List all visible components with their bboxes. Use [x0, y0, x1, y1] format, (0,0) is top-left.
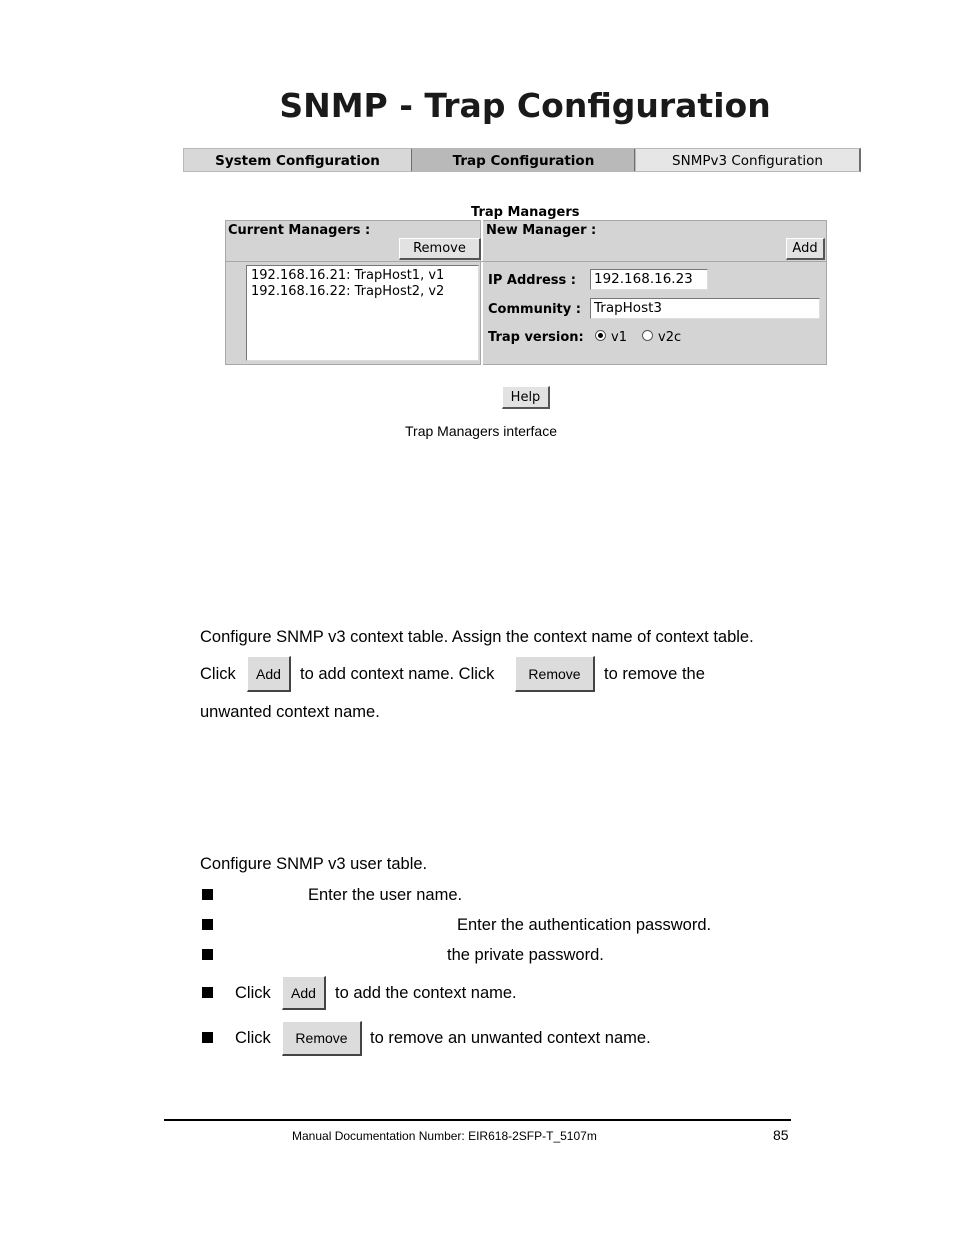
add-button-illustration: Add [247, 656, 291, 692]
tab-snmpv3-configuration[interactable]: SNMPv3 Configuration [635, 148, 861, 172]
user-add-text: to add the context name. [335, 984, 517, 1002]
section-title: Trap Managers [471, 205, 580, 220]
context-mid-text: to add context name. Click [300, 665, 495, 683]
user-remove-text: to remove an unwanted context name. [370, 1029, 651, 1047]
ip-address-input[interactable]: 192.168.16.23 [590, 269, 708, 290]
page-number: 85 [773, 1127, 789, 1143]
bullet-icon [202, 949, 213, 960]
bullet-icon [202, 987, 213, 998]
list-item[interactable]: 192.168.16.21: TrapHost1, v1 [251, 268, 445, 283]
bullet-icon [202, 919, 213, 930]
context-click-text: Click [200, 665, 236, 683]
remove-button[interactable]: Remove [399, 238, 481, 260]
current-managers-label: Current Managers : [228, 223, 371, 238]
v1-radio-label: v1 [611, 330, 627, 345]
community-label: Community : [488, 302, 581, 317]
tab-trap-configuration[interactable]: Trap Configuration [412, 148, 636, 172]
user-click-remove-text: Click [235, 1029, 271, 1047]
trap-version-label: Trap version: [488, 330, 584, 345]
add-button[interactable]: Add [786, 238, 825, 260]
tab-bar [183, 148, 861, 174]
user-intro: Configure SNMP v3 user table. [200, 855, 428, 873]
v2c-radio[interactable] [642, 330, 653, 341]
panel-divider [225, 261, 827, 262]
figure-caption: Trap Managers interface [405, 423, 557, 439]
doc-number: Manual Documentation Number: EIR618-2SFP-T_5107m [292, 1129, 597, 1143]
bullet-icon [202, 1032, 213, 1043]
user-bullet-2: Enter the authentication password. [457, 916, 712, 934]
help-button[interactable]: Help [502, 386, 550, 409]
user-click-add-text: Click [235, 984, 271, 1002]
remove-button-illustration: Remove [515, 656, 595, 692]
new-manager-label: New Manager : [486, 223, 597, 238]
bullet-icon [202, 889, 213, 900]
ip-address-label: IP Address : [488, 273, 576, 288]
tab-system-configuration[interactable]: System Configuration [183, 148, 413, 172]
context-intro: Configure SNMP v3 context table. Assign the context name of context table. [200, 628, 754, 646]
list-item[interactable]: 192.168.16.22: TrapHost2, v2 [251, 284, 445, 299]
v1-radio[interactable] [595, 330, 606, 341]
community-input[interactable]: TrapHost3 [590, 298, 820, 319]
v2c-radio-label: v2c [658, 330, 682, 345]
user-bullet-1: Enter the user name. [308, 886, 463, 904]
user-bullet-3: the private password. [447, 946, 604, 964]
add-button-illustration: Add [282, 976, 326, 1010]
page-title: SNMP - Trap Configuration [279, 86, 771, 125]
managers-list[interactable] [246, 265, 479, 361]
context-line3: unwanted context name. [200, 703, 380, 721]
footer-rule [164, 1119, 791, 1121]
remove-button-illustration: Remove [282, 1021, 362, 1056]
context-end-text: to remove the [604, 665, 705, 683]
